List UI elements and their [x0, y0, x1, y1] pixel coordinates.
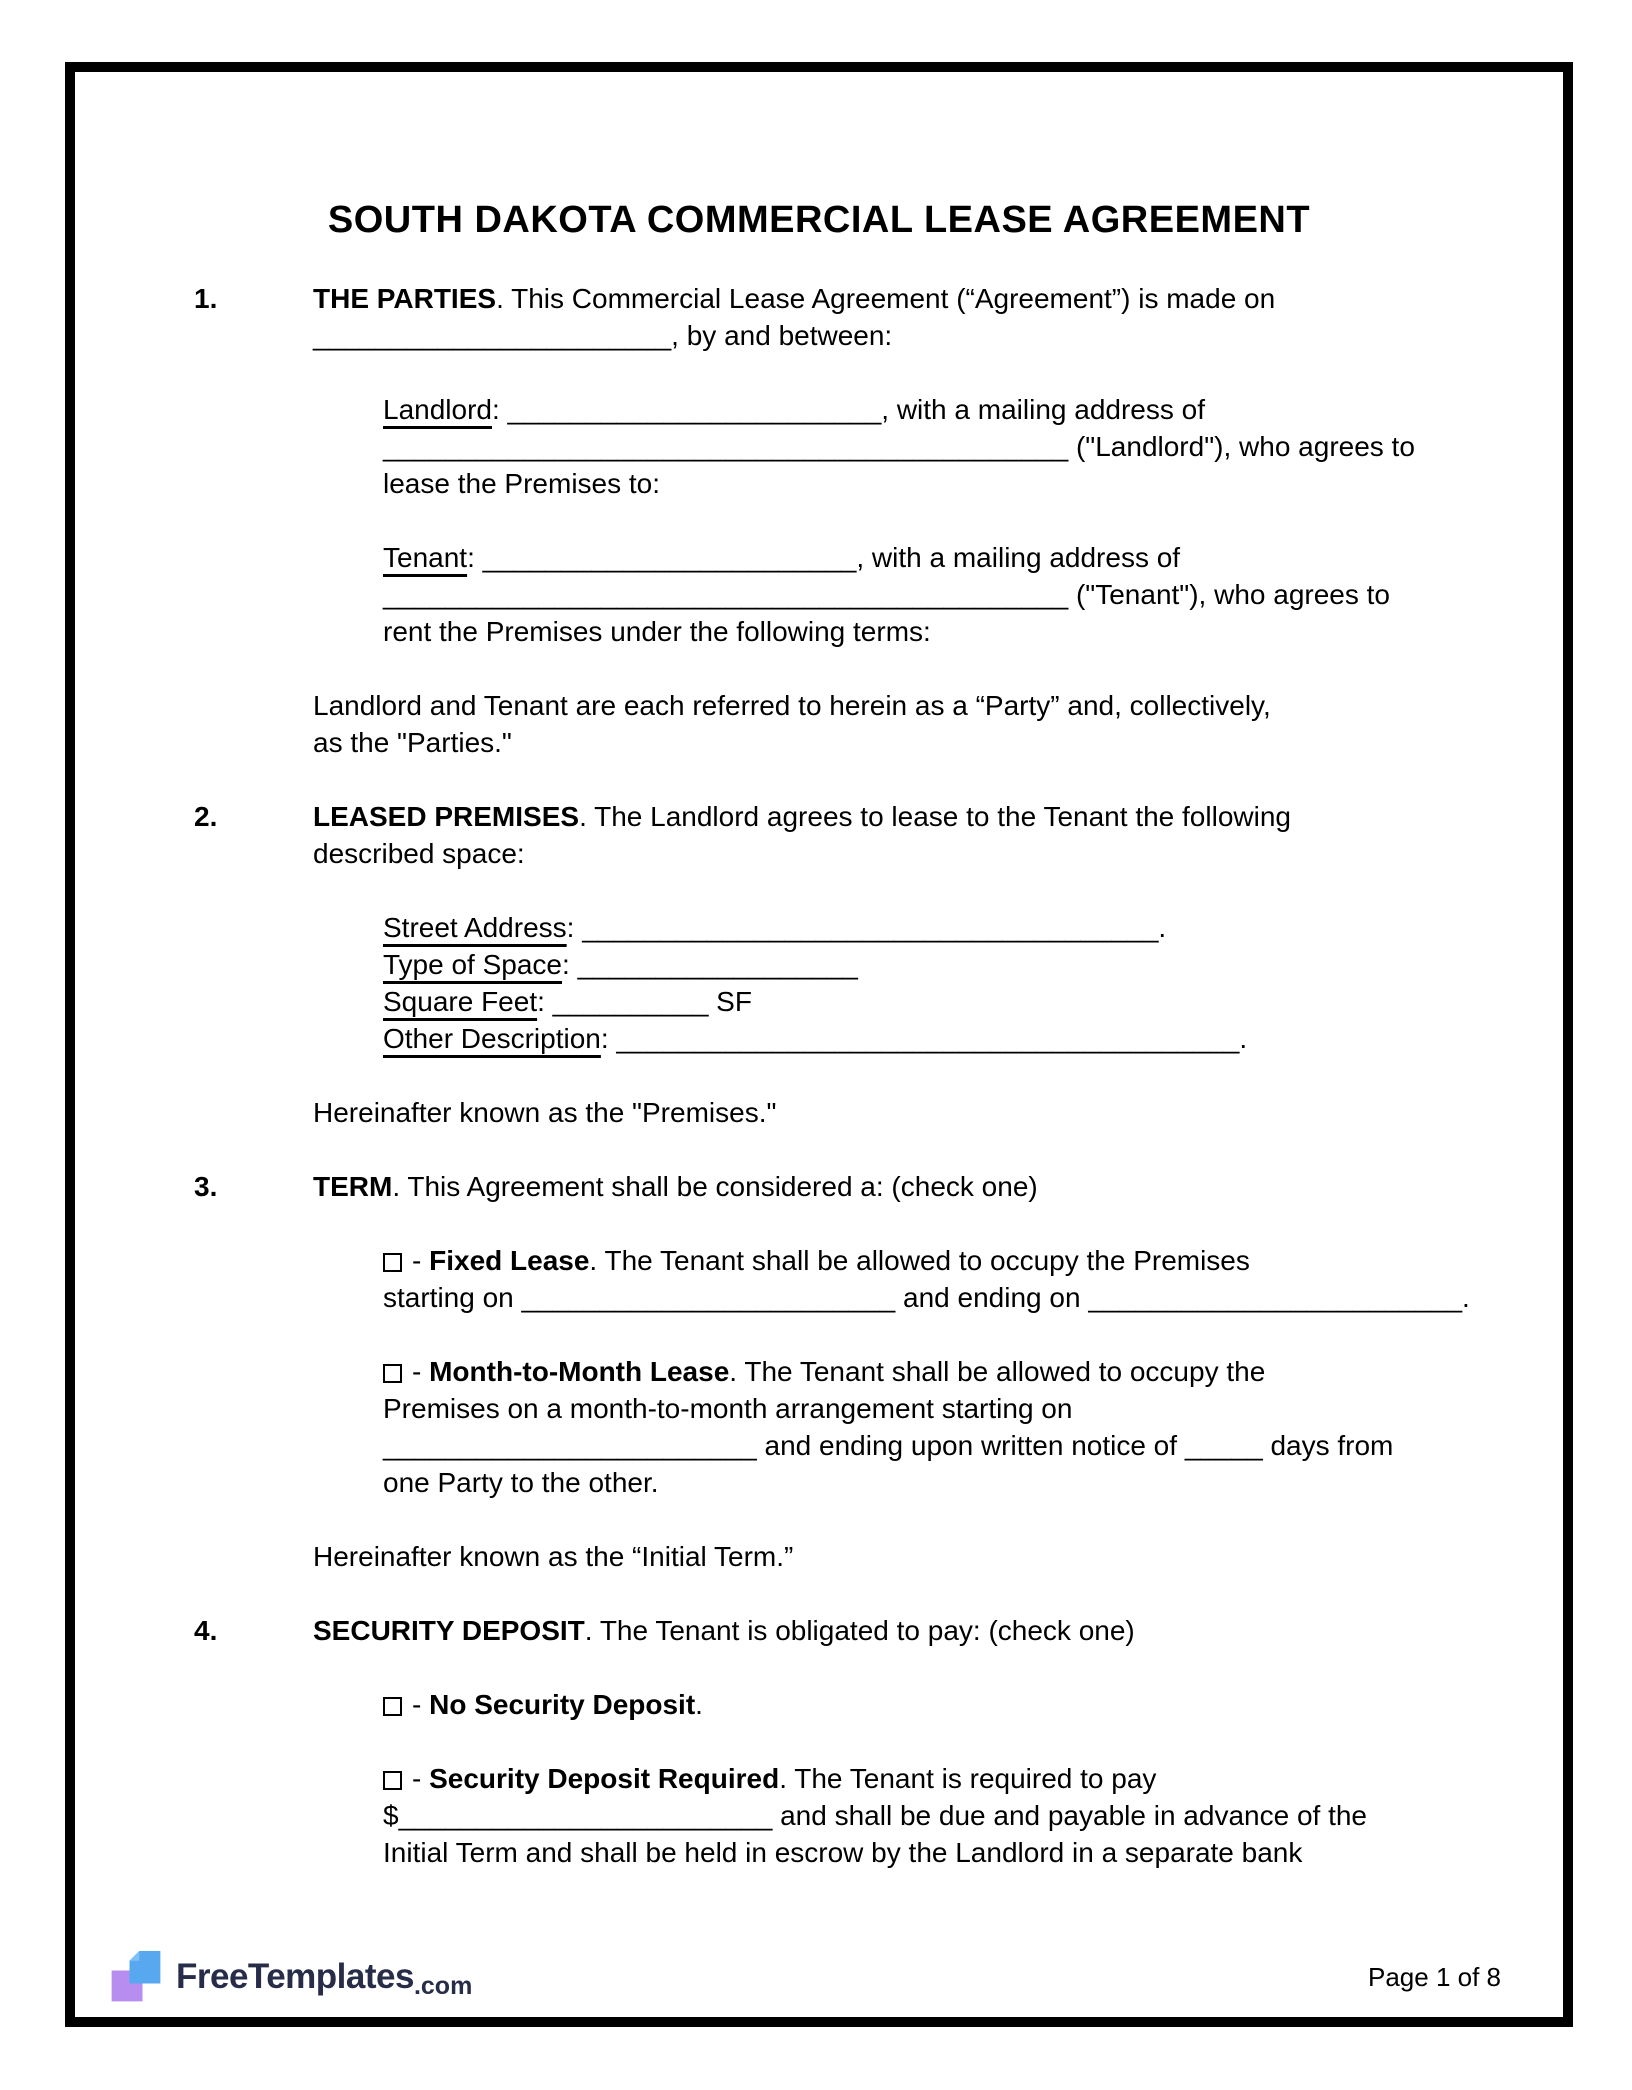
month-to-month-option — [383, 1353, 1563, 1501]
section-2-heading-text: . The Landlord agrees to lease to the Tenant the following — [579, 801, 1291, 832]
checkbox-icon — [383, 1697, 402, 1716]
page-border — [65, 62, 1573, 2027]
section-3-heading: TERM — [313, 1171, 393, 1202]
deposit-required-line-3: Initial Term and shall be held in escrow by the Landlord in a separate bank — [383, 1837, 1303, 1868]
tenant-clause — [383, 539, 1563, 650]
deposit-amount-blank-line: $________________________ and shall be due and payable in advance of the — [383, 1800, 1367, 1831]
tenant-label: Tenant — [383, 542, 468, 573]
brand-logo — [110, 1951, 472, 2003]
street-address-label: Street Address — [383, 912, 567, 943]
section-1-heading-line — [313, 280, 1563, 317]
brand-tld: .com — [413, 1972, 473, 2000]
section-4-heading-text: . The Tenant is obligated to pay: (check one) — [584, 1615, 1135, 1646]
square-feet-field — [383, 983, 1563, 1020]
fixed-lease-dates-blank-line: starting on ________________________ and ending on ________________________. — [383, 1282, 1470, 1313]
no-deposit-line — [383, 1686, 1563, 1723]
deposit-required-text: . The Tenant is required to pay — [779, 1763, 1157, 1794]
landlord-name-blank: : ________________________, with a mailing address of — [491, 394, 1205, 425]
page-number: Page 1 of 8 — [1368, 1961, 1501, 1992]
brand-logo-icon — [110, 1951, 162, 2003]
section-1-heading: THE PARTIES — [313, 283, 497, 314]
section-4-body — [313, 1612, 1563, 1871]
no-deposit-text: . — [695, 1689, 703, 1720]
section-2-heading: LEASED PREMISES — [313, 801, 580, 832]
brand-name: FreeTemplates — [176, 1957, 414, 1996]
fixed-lease-option — [383, 1242, 1563, 1316]
parties-line-1: Landlord and Tenant are each referred to herein as a “Party” and, collectively, — [313, 690, 1271, 721]
type-of-space-blank: : __________________ — [562, 949, 858, 980]
section-3-body — [313, 1168, 1563, 1575]
no-deposit-option — [383, 1686, 1563, 1723]
month-to-month-text: . The Tenant shall be allowed to occupy the — [729, 1356, 1266, 1387]
checkbox-dash: - — [412, 1245, 430, 1276]
premises-known-as-line: Hereinafter known as the "Premises." — [313, 1097, 777, 1128]
landlord-clause — [383, 391, 1563, 502]
month-to-month-line-1 — [383, 1353, 1563, 1390]
tenant-name-blank: : ________________________, with a mailing address of — [467, 542, 1181, 573]
section-2-heading-line-2: described space: — [313, 838, 525, 869]
street-address-field — [383, 909, 1563, 946]
landlord-label: Landlord — [383, 394, 492, 425]
section-3-heading-text: . This Agreement shall be considered a: (check one) — [392, 1171, 1038, 1202]
section-the-parties — [194, 280, 1563, 761]
checkbox-dash: - — [412, 1689, 430, 1720]
deposit-required-line-1 — [383, 1760, 1563, 1797]
checkbox-dash: - — [412, 1356, 430, 1387]
tenant-line-3: rent the Premises under the following terms: — [383, 616, 931, 647]
landlord-address-blank-line: ____________________________________________ ("Landlord"), who agrees to — [383, 431, 1415, 462]
checkbox-icon — [383, 1364, 402, 1383]
section-2-number: 2. — [194, 801, 218, 832]
section-1-number: 1. — [194, 283, 218, 314]
initial-term-known-as — [313, 1538, 1563, 1575]
section-4-heading: SECURITY DEPOSIT — [313, 1615, 585, 1646]
month-to-month-line-4: one Party to the other. — [383, 1467, 659, 1498]
section-1-body — [313, 280, 1563, 761]
type-of-space-label: Type of Space — [383, 949, 563, 980]
tenant-address-blank-line: ____________________________________________ ("Tenant"), who agrees to — [383, 579, 1391, 610]
fixed-lease-text: . The Tenant shall be allowed to occupy the Premises — [589, 1245, 1250, 1276]
other-description-label: Other Description — [383, 1023, 601, 1054]
landlord-line-1 — [383, 391, 1563, 428]
parties-clause — [313, 687, 1563, 761]
fixed-lease-label: Fixed Lease — [429, 1245, 590, 1276]
section-4-heading-line — [313, 1612, 1563, 1649]
month-to-month-label: Month-to-Month Lease — [429, 1356, 730, 1387]
deposit-required-option — [383, 1760, 1563, 1871]
other-description-field — [383, 1020, 1563, 1057]
section-2-heading-line — [313, 798, 1563, 835]
square-feet-label: Square Feet — [383, 986, 538, 1017]
page-content — [75, 72, 1563, 1871]
type-of-space-field — [383, 946, 1563, 983]
month-to-month-blank-line: ________________________ and ending upon written notice of _____ days from — [383, 1430, 1394, 1461]
landlord-line-3: lease the Premises to: — [383, 468, 661, 499]
other-description-blank: : ________________________________________. — [600, 1023, 1248, 1054]
no-deposit-label: No Security Deposit — [429, 1689, 696, 1720]
section-security-deposit — [194, 1612, 1563, 1871]
section-leased-premises — [194, 798, 1563, 1131]
document-title: SOUTH DAKOTA COMMERCIAL LEASE AGREEMENT — [327, 199, 1311, 241]
checkbox-icon — [383, 1253, 402, 1272]
street-address-blank: : _____________________________________. — [566, 912, 1167, 943]
section-3-number: 3. — [194, 1171, 218, 1202]
parties-line-2: as the "Parties." — [313, 727, 512, 758]
fixed-lease-line-1 — [383, 1242, 1563, 1279]
section-4-number: 4. — [194, 1615, 218, 1646]
section-1-heading-text: . This Commercial Lease Agreement (“Agreement”) is made on — [496, 283, 1276, 314]
checkbox-icon — [383, 1771, 402, 1790]
deposit-required-label: Security Deposit Required — [429, 1763, 780, 1794]
premises-known-as — [313, 1094, 1563, 1131]
section-2-body — [313, 798, 1563, 1131]
square-feet-blank: : __________ SF — [537, 986, 752, 1017]
checkbox-dash: - — [412, 1763, 430, 1794]
agreement-date-blank-line: _______________________, by and between: — [313, 320, 893, 351]
premises-fields — [383, 909, 1563, 1057]
tenant-line-1 — [383, 539, 1563, 576]
section-term — [194, 1168, 1563, 1575]
month-to-month-line-2: Premises on a month-to-month arrangement starting on — [383, 1393, 1073, 1424]
section-3-heading-line — [313, 1168, 1563, 1205]
page-footer — [110, 1951, 1501, 2003]
initial-term-known-as-line: Hereinafter known as the “Initial Term.” — [313, 1541, 794, 1572]
